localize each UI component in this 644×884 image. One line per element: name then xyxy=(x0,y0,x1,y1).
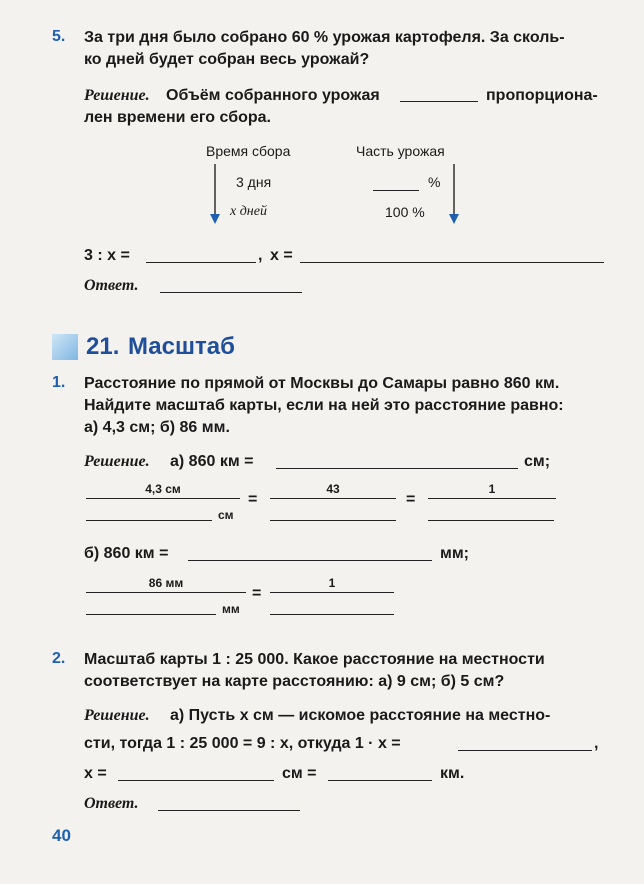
task5-answer-line-1[interactable] xyxy=(400,101,478,102)
frac2-bar xyxy=(270,498,396,499)
fracb2-den-blank[interactable] xyxy=(270,614,394,615)
task5-line1: За три дня было собрано 60 % урожая картофеля. За сколь- xyxy=(84,29,565,46)
task1-b-blank[interactable] xyxy=(188,560,432,561)
frac3-num: 1 xyxy=(488,482,496,496)
task2-solution-label: Решение. xyxy=(84,707,150,724)
task5-sol-text3: лен времени его сбора. xyxy=(84,109,271,126)
task5-sol-text2: пропорциона- xyxy=(486,87,598,104)
equals-sign: = xyxy=(406,491,416,508)
task1-a-unit: см; xyxy=(524,453,551,470)
task5-percent-blank[interactable] xyxy=(373,190,419,191)
col2-r1-suffix: % xyxy=(428,174,441,190)
fracb2-bar xyxy=(270,592,394,593)
arrow-down-icon xyxy=(208,164,222,226)
task1-line3: а) 4,3 см; б) 86 мм. xyxy=(84,419,230,436)
frac2-num: 43 xyxy=(326,482,340,496)
col1-header: Время сбора xyxy=(206,143,291,159)
task1-number: 1. xyxy=(52,374,66,391)
equals-sign: = xyxy=(248,491,258,508)
task5-eq-blank1[interactable] xyxy=(146,262,256,263)
task2-x-blank[interactable] xyxy=(118,780,274,781)
task5-sol-text1: Объём собранного урожая xyxy=(166,87,380,104)
task2-answer-blank[interactable] xyxy=(158,810,300,811)
task1-line1: Расстояние по прямой от Москвы до Самары равно 860 км. xyxy=(84,375,560,392)
section-number: 21. xyxy=(86,333,120,360)
fracb1-den-unit: мм xyxy=(222,602,240,616)
task5-number: 5. xyxy=(52,28,66,45)
arrow-down-icon xyxy=(447,164,461,226)
task2-sol2: сти, тогда 1 : 25 000 = 9 : x, откуда 1 · x = xyxy=(84,735,401,752)
task2-sol2-blank[interactable] xyxy=(458,750,592,751)
section-badge xyxy=(52,334,78,360)
fracb1-bar xyxy=(86,592,246,593)
task1-b-text: б) 860 км = xyxy=(84,545,169,562)
task1-a-text: а) 860 км = xyxy=(170,453,254,470)
task1-a-blank[interactable] xyxy=(276,468,518,469)
frac1-den-unit: см xyxy=(218,508,234,522)
page-number: 40 xyxy=(52,826,71,845)
task2-line1: Масштаб карты 1 : 25 000. Какое расстояние на местности xyxy=(84,651,545,668)
frac1-den-blank[interactable] xyxy=(86,520,212,521)
task2-answer-label: Ответ. xyxy=(84,795,139,812)
task2-sol3-km: км. xyxy=(440,765,465,782)
task5-line2: ко дней будет собран весь урожай? xyxy=(84,51,370,68)
task1-solution-label: Решение. xyxy=(84,453,150,470)
task2-sol3-x: x = xyxy=(84,765,107,782)
task2-line2: соответствует на карте расстоянию: а) 9 см; б) 5 см? xyxy=(84,673,505,690)
task2-sol3-cm: см = xyxy=(282,765,317,782)
frac1-num: 4,3 см xyxy=(145,482,181,496)
task5-eq-sep: , xyxy=(258,247,263,264)
col1-r1: 3 дня xyxy=(236,174,272,190)
frac2-den-blank[interactable] xyxy=(270,520,396,521)
col2-header: Часть урожая xyxy=(356,143,445,159)
task5-solution-label: Решение. xyxy=(84,87,150,104)
task2-sol1: а) Пусть x см — искомое расстояние на местно- xyxy=(170,707,551,724)
task2-km-blank[interactable] xyxy=(328,780,432,781)
task5-eq-blank2[interactable] xyxy=(300,262,604,263)
task5-eq-x: x = xyxy=(270,247,293,264)
equals-sign: = xyxy=(252,585,262,602)
task1-line2: Найдите масштаб карты, если на ней это расстояние равно: xyxy=(84,397,564,414)
task5-answer-label: Ответ. xyxy=(84,277,139,294)
fracb2-num: 1 xyxy=(328,576,336,590)
fracb1-den-blank[interactable] xyxy=(86,614,216,615)
col1-r2: x дней xyxy=(230,204,267,219)
task1-b-unit: мм; xyxy=(440,545,469,562)
col2-r2: 100 % xyxy=(385,204,425,220)
frac1-bar xyxy=(86,498,240,499)
frac3-bar xyxy=(428,498,556,499)
task5-answer-blank[interactable] xyxy=(160,292,302,293)
fracb1-num: 86 мм xyxy=(148,576,184,590)
frac3-den-blank[interactable] xyxy=(428,520,554,521)
task2-sol2-end: , xyxy=(594,735,599,752)
task5-eq-left: 3 : x = xyxy=(84,247,130,264)
section-title: Масштаб xyxy=(128,333,235,360)
task2-number: 2. xyxy=(52,650,66,667)
